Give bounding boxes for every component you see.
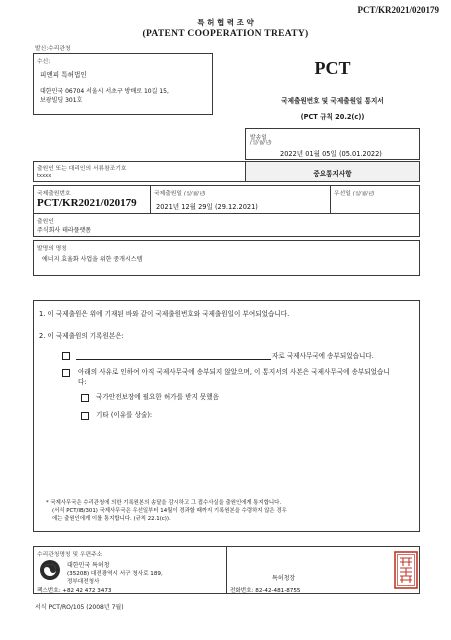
pct-heading: PCT <box>314 58 351 78</box>
footnote-line-2: (서식 PCT/IB/301) 국제사무국은 우선일부터 14월이 경과할 때까지 기록원본을 수령하지 않은 경우 <box>52 508 287 514</box>
filing-date-label: 국제출원일 <box>154 191 182 197</box>
sent-date-blank-line <box>76 359 271 360</box>
mailing-date-format: (일/월/년) <box>250 140 272 146</box>
office-signatory: 특허청장 <box>272 575 296 582</box>
reason-security-text: 국가안전보장에 필요한 허가를 받지 못했음 <box>96 393 220 401</box>
form-identifier: 서식 PCT/RO/105 (2008년 7월) <box>35 604 124 611</box>
notice-item-2: 2. 이 국제출원의 기록원본은: <box>39 332 124 340</box>
recipient-address-line2: 보광빌딩 301호 <box>40 97 83 104</box>
checkbox-other-reason <box>81 412 89 420</box>
application-number-value: PCT/KR2021/020179 <box>37 197 137 209</box>
applicant-label: 출원인 <box>37 219 54 225</box>
application-number-label: 국제출원번호 <box>37 191 71 197</box>
invention-title-value: 에너지 효율화 사업을 위한 중개시스템 <box>42 256 143 263</box>
office-address-line2: 정부대전청사 <box>67 579 100 585</box>
office-phone: 전화번호: 82-42-481-8755 <box>230 588 301 594</box>
invention-title-label: 발명의 명칭 <box>37 246 67 252</box>
notice-item-1: 1. 이 국제출원은 위에 기재된 바와 같이 국제출원번호와 국제출원일이 부여되었습니다. <box>39 310 290 318</box>
mailing-date-value: 2022년 01월 05일 (05.01.2022) <box>280 150 382 158</box>
reference-box <box>33 161 246 182</box>
priority-date-label: 우선일 <box>334 191 351 197</box>
notice-title: 국제출원번호 및 국제출원일 통지서 <box>281 97 384 105</box>
sender-label: 발신:수리관청 <box>35 46 71 52</box>
priority-date-box <box>330 185 420 214</box>
option-sent-text: 자로 국제사무국에 송부되었습니다. <box>272 352 374 360</box>
recipient-address-line1: 대한민국 06704 서울시 서초구 방배로 10길 15, <box>40 88 169 95</box>
checkbox-not-sent <box>62 369 70 377</box>
applicant-value: 주식회사 테라플랫폼 <box>37 227 92 234</box>
office-address-line1: (35208) 대전광역시 서구 청사로 189, <box>67 571 163 577</box>
reason-other-text: 기타 (이유를 상술): <box>96 411 153 419</box>
mailing-date-label: 발송일 <box>250 135 267 141</box>
office-name: 대한민국 특허청 <box>67 562 110 569</box>
filing-date-box <box>150 185 331 214</box>
reference-value: txxxx <box>37 173 52 179</box>
checkbox-security-reason <box>81 394 89 402</box>
mailing-date-box <box>245 128 420 160</box>
office-divider <box>226 547 227 593</box>
option-not-sent-text: 아래의 사유로 인하여 아직 국제사무국에 송부되지 않았으며, 이 통지서의 사본은 국제사무국에 송부되었습니다: <box>78 368 390 386</box>
receiving-office-label: 수리관청명칭 및 우편주소 <box>37 552 103 558</box>
official-seal-icon <box>394 551 418 589</box>
filing-date-value: 2021년 12월 29일 (29.12.2021) <box>156 203 258 211</box>
application-number-box <box>33 185 151 214</box>
title-english: (PATENT COOPERATION TREATY) <box>142 29 309 39</box>
filing-date-label-wrap <box>154 188 206 197</box>
applicant-box <box>33 213 420 237</box>
notice-body-box <box>33 300 420 532</box>
filing-date-format: (일/월/년) <box>183 191 206 197</box>
footnote-line-1: * 국제사무국은 수리관청에 의한 기록원본의 송달을 감시하고 그 접수사실을 출원인에게 통지합니다. <box>46 500 282 506</box>
document-number-top: PCT/KR2021/020179 <box>357 5 439 15</box>
korea-emblem-icon <box>40 560 60 580</box>
checkbox-sent <box>62 352 70 360</box>
priority-date-label-wrap <box>334 188 374 197</box>
footnote-line-3: 에는 출원인에게 이를 통지합니다. (규칙 22.1(c)). <box>52 516 171 522</box>
recipient-label: 수신: <box>37 59 51 65</box>
reference-label: 출원인 또는 대리인의 서류참조기호 <box>37 166 127 172</box>
invention-title-box <box>33 240 420 276</box>
important-notice: 중요통지사항 <box>313 170 352 178</box>
rule-reference: (PCT 규칙 20.2(c)) <box>300 113 365 121</box>
receiving-office-box <box>33 546 420 594</box>
title-korean: 특 허 협 력 조 약 <box>197 18 254 27</box>
priority-date-format: (일/월/년) <box>352 191 375 197</box>
recipient-name: 피앤피 특허법인 <box>40 71 87 79</box>
recipient-box <box>33 53 213 115</box>
important-notice-box <box>245 161 420 182</box>
office-fax: 팩스번호: +82 42 472 3473 <box>37 588 112 594</box>
